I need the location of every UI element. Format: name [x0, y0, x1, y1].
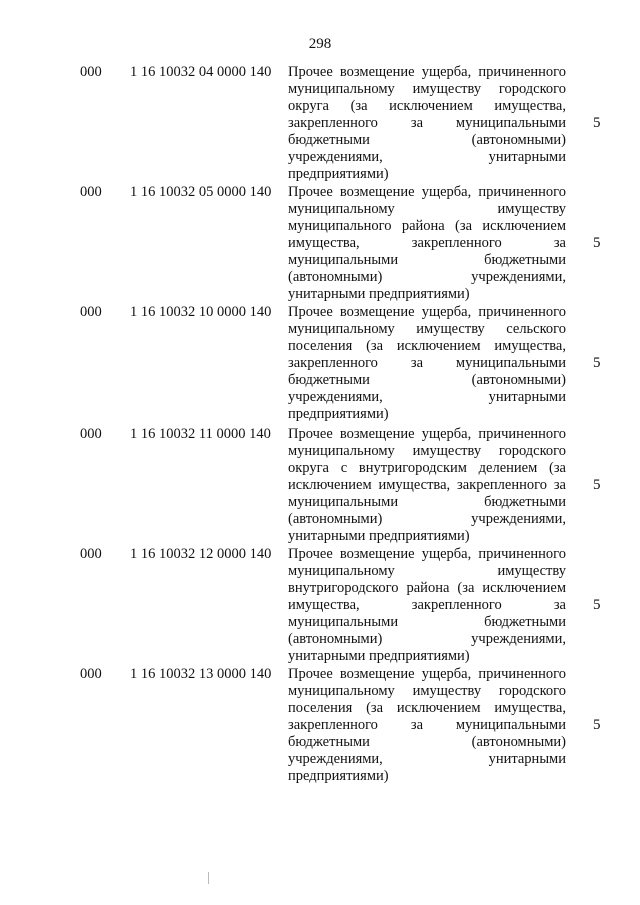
description-line: внутригородского района (за исключением [288, 580, 566, 596]
revenue-description [288, 184, 566, 303]
description-line: муниципального района (за исключением [288, 218, 566, 234]
admin-code: 000 [80, 184, 102, 200]
description-line: Прочее возмещение ущерба, причиненного [288, 184, 566, 200]
description-line: муниципальному имуществу [288, 563, 566, 579]
budget-classification-code: 1 16 10032 13 0000 140 [130, 666, 272, 682]
description-line: учреждениями, унитарными [288, 389, 566, 405]
description-line: учреждениями, унитарными [288, 751, 566, 767]
description-line: имущества, закрепленного за [288, 597, 566, 613]
description-line: закрепленного за муниципальными [288, 717, 566, 733]
admin-code: 000 [80, 64, 102, 80]
description-line: округа (за исключением имущества, [288, 98, 566, 114]
revenue-description [288, 426, 566, 545]
description-line: муниципальному имуществу [288, 201, 566, 217]
description-line: муниципальному имуществу городского [288, 81, 566, 97]
description-line: бюджетными (автономными) [288, 734, 566, 750]
description-line: округа с внутригородским делением (за [288, 460, 566, 476]
description-line: поселения (за исключением имущества, [288, 338, 566, 354]
description-line: муниципальными бюджетными [288, 252, 566, 268]
description-line: предприятиями) [288, 166, 389, 182]
revenue-description [288, 666, 566, 785]
description-line: (автономными) учреждениями, [288, 631, 566, 647]
description-line: бюджетными (автономными) [288, 132, 566, 148]
description-line: (автономными) учреждениями, [288, 269, 566, 285]
revenue-description [288, 64, 566, 183]
budget-classification-code: 1 16 10032 11 0000 140 [130, 426, 271, 442]
revenue-description [288, 546, 566, 665]
description-line: муниципальными бюджетными [288, 614, 566, 630]
budget-classification-code: 1 16 10032 12 0000 140 [130, 546, 272, 562]
admin-code: 000 [80, 666, 102, 682]
budget-classification-code: 1 16 10032 04 0000 140 [130, 64, 272, 80]
description-line: поселения (за исключением имущества, [288, 700, 566, 716]
description-line: унитарными предприятиями) [288, 648, 470, 664]
description-line: (автономными) учреждениями, [288, 511, 566, 527]
distribution-norm: 5 [593, 597, 601, 613]
revenue-description [288, 304, 566, 423]
description-line: Прочее возмещение ущерба, причиненного [288, 546, 566, 562]
distribution-norm: 5 [593, 235, 601, 251]
description-line: исключением имущества, закрепленного за [288, 477, 566, 493]
description-line: Прочее возмещение ущерба, причиненного [288, 666, 566, 682]
budget-classification-code: 1 16 10032 05 0000 140 [130, 184, 272, 200]
description-line: предприятиями) [288, 768, 389, 784]
description-line: муниципальному имуществу городского [288, 683, 566, 699]
page-number: 298 [308, 36, 332, 52]
description-line: учреждениями, унитарными [288, 149, 566, 165]
description-line: муниципальному имуществу городского [288, 443, 566, 459]
description-line: унитарными предприятиями) [288, 528, 470, 544]
distribution-norm: 5 [593, 477, 601, 493]
distribution-norm: 5 [593, 717, 601, 733]
description-line: бюджетными (автономными) [288, 372, 566, 388]
budget-classification-code: 1 16 10032 10 0000 140 [130, 304, 272, 320]
description-line: закрепленного за муниципальными [288, 355, 566, 371]
description-line: предприятиями) [288, 406, 389, 422]
description-line: закрепленного за муниципальными [288, 115, 566, 131]
description-line: Прочее возмещение ущерба, причиненного [288, 426, 566, 442]
distribution-norm: 5 [593, 115, 601, 131]
admin-code: 000 [80, 426, 102, 442]
description-line: муниципальному имуществу сельского [288, 321, 566, 337]
distribution-norm: 5 [593, 355, 601, 371]
admin-code: 000 [80, 546, 102, 562]
admin-code: 000 [80, 304, 102, 320]
description-line: унитарными предприятиями) [288, 286, 470, 302]
description-line: Прочее возмещение ущерба, причиненного [288, 64, 566, 80]
scan-artifact [208, 872, 209, 884]
description-line: Прочее возмещение ущерба, причиненного [288, 304, 566, 320]
description-line: муниципальными бюджетными [288, 494, 566, 510]
description-line: имущества, закрепленного за [288, 235, 566, 251]
